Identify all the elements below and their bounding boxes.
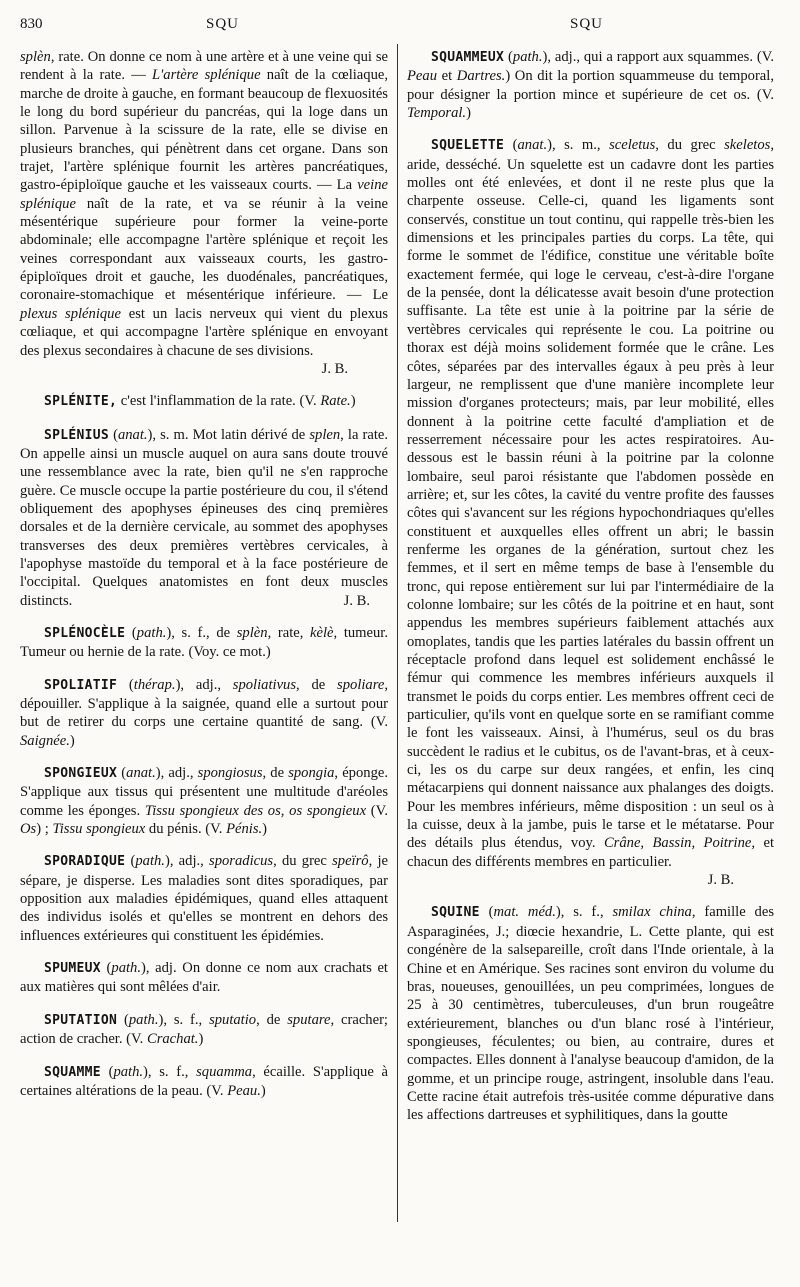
cross-reference: Saignée. <box>20 732 70 749</box>
entry-text: ( <box>117 676 134 693</box>
entry-text: ( <box>504 137 518 154</box>
etymon: smilax china <box>612 904 692 921</box>
etymon: splèn <box>20 49 51 65</box>
entry-text: ( <box>100 1063 114 1080</box>
entry-text: , tumeur. Tumeur ou hernie de la rate. (Voy. ce mot.) <box>20 624 389 661</box>
etymon: kèlè <box>310 624 334 641</box>
column-divider <box>397 44 398 1222</box>
entry-text: ), s. m. Mot latin dérivé de <box>147 426 310 443</box>
entry-spongieux <box>20 764 388 838</box>
domain-label: path. <box>512 49 543 65</box>
entry-sporadique <box>20 852 388 945</box>
subterm: L'artère splénique <box>152 67 261 84</box>
entry-text: ( <box>125 853 136 870</box>
entry-spumeux <box>20 959 388 997</box>
cross-reference: Pénis. <box>226 821 263 838</box>
entry-spoliatif <box>20 676 388 750</box>
domain-label: path. <box>111 960 141 977</box>
etymon: splen <box>309 426 341 443</box>
subterm: plexus splénique <box>20 305 121 322</box>
entry-squine <box>407 903 774 1124</box>
domain-label: path. <box>136 624 167 641</box>
entry-text: ( <box>125 624 137 641</box>
headword: SQUELETTE <box>431 138 505 154</box>
entry-text: ), s. f., de <box>166 624 237 641</box>
entry-squamme <box>20 1063 388 1101</box>
etymon: spongia <box>288 765 335 782</box>
entry-text: ( <box>117 1011 129 1028</box>
etymon: splèn <box>236 624 268 641</box>
cross-reference: Peau. <box>227 1082 261 1099</box>
entry-text: ( <box>117 765 127 782</box>
etymon: squamma <box>196 1063 253 1080</box>
entry-text: ), s. f., <box>158 1011 210 1028</box>
entry-text: ) ; <box>36 821 53 838</box>
entry-squammeux <box>407 48 774 122</box>
entry-text: , de <box>296 676 338 693</box>
domain-label: anat. <box>126 765 156 782</box>
entry-text: , je sépare, je disperse. Les maladies sont dites sporadiques, par opposition aux maladies épidémiques, quand elles attaquent des individus isolés et qu'elles se montrent en dehors des influences extérieures qui constituent les épidémies. <box>20 853 388 944</box>
subterm: Tissu spongieux des os, os spongieux <box>144 802 367 819</box>
left-column <box>20 48 388 1114</box>
right-column <box>407 48 774 1139</box>
subterm: Tissu spongieux <box>52 821 146 838</box>
entry-text: , éponge. S'applique aux tissus qui présentent une multitude d'aréoles comme les éponges. <box>20 765 388 819</box>
headword: SPOLIATIF <box>44 677 118 693</box>
page-header <box>0 16 800 42</box>
author-signature: J. B. <box>707 872 734 889</box>
headword: SPONGIEUX <box>44 766 118 782</box>
headword: SPUTATION <box>44 1012 118 1028</box>
cross-reference: Temporal. <box>407 105 467 122</box>
domain-label: path. <box>135 853 165 870</box>
etymon: sceletus <box>609 137 656 154</box>
entry-text: ) <box>466 105 471 122</box>
headword: SPORADIQUE <box>44 854 126 870</box>
entry-text: ( <box>100 960 112 977</box>
entry-text: ) <box>69 732 75 749</box>
etymon: spongiosus <box>197 765 263 782</box>
entry-text: ) <box>262 821 268 838</box>
entry-sputation <box>20 1011 388 1049</box>
entry-text: ( <box>504 49 513 65</box>
entry-text: ) On dit la portion squammeuse du temporal, pour désigner la portion mince et supérieure de cet os. (V. <box>407 68 774 103</box>
entry-splenite <box>20 392 388 411</box>
domain-label: anat. <box>517 137 548 154</box>
headword: SPLÉNITE, <box>44 394 118 410</box>
entry-splenius <box>20 426 388 610</box>
entry-text: ( <box>109 426 118 443</box>
etymon: skeletos <box>724 137 771 154</box>
entry-text: ), adj., <box>175 676 233 693</box>
entry-text: ), s. f., <box>143 1063 197 1080</box>
cross-reference: Os <box>20 821 37 838</box>
entry-text: ), s. f., <box>555 904 613 921</box>
running-head-left: SQU <box>206 16 240 32</box>
cross-reference: Crâne, Bassin, Poitrine, <box>603 835 756 852</box>
headword: SQUINE <box>431 905 480 921</box>
subterm: veine splénique <box>20 177 388 212</box>
entry-splene-continuation <box>20 48 388 378</box>
cross-reference: Peau <box>407 68 437 85</box>
cross-reference: Rate. <box>320 393 351 410</box>
headword: SPLÉNIUS <box>44 427 110 443</box>
etymon: spoliativus <box>232 676 297 693</box>
page-number: 830 <box>20 16 43 32</box>
entry-text: ) <box>260 1082 266 1099</box>
headword: SPUMEUX <box>44 961 101 977</box>
domain-label: mat. méd. <box>493 904 556 921</box>
entry-text: ) <box>198 1031 204 1048</box>
entry-text: et chacun des différents membres en particulier. <box>407 835 774 870</box>
domain-label: thérap. <box>133 676 176 693</box>
entry-text: , la rate. On appelle ainsi un muscle auquel on aura sans doute trouvé une ressemblance avec la rate, bien qu'il ne s'en rapproche guère. Ce muscle occupe la partie postérieure du cou, il s'étend obliquement des apophyses épineuses des cinq premières dorsales et de la dernière cervicale, au sommet des apophyses transverses des deux premières vertèbres cervicales, à l'apophyse mastoïde du temporal et à la face postérieure de l'occipital. Quelques anatomistes en font deux muscles distincts. <box>20 426 389 609</box>
entry-text: , du grec <box>655 137 725 154</box>
entry-text: , du grec <box>273 853 333 870</box>
entry-text: et <box>437 68 457 85</box>
headword: SQUAMME <box>44 1064 101 1080</box>
entry-text: , rate, <box>267 624 311 641</box>
entry-text: , aride, desséché. Un squelette est un cadavre dont les parties molles ont été enlevées, et dont il ne reste plus que la charpente osseuse. Celle-ci, quand les ligaments sont conservés, constitue un tout continu, qui rappelle très-bien les dimensions et les principales parties du corps. La tête, qui forme le sommet de l'édifice, constitue une véritable boîte exactement fermée, qui loge le cerveau, c'est-à-dire l'organe de la pensée, dont la délicatesse avait besoin d'une protection suffisante. La tête est unie à la poitrine par la série de vertèbres cervicales qui représente le cou. La poitrine ou thorax est déjà moins solidement formée que le crâne. Les côtes, séparées par des intervalles égaux à peu près à leur largeur, ne remplissent que d'une manière incomplete leur mission d'organes protecteurs; mais, par leur mobilité, elles donnent à la poitrine cette faculté d'ampliation et de resserrement nécessaire pour les actes respiratoires. Au-dessous est le bassin réuni à la poitrine par la colonne lombaire, seul paroi résistante que l'abdomen possède en arrière; et, sur les côtes, la cavité du ventre profite des fausses côtes qui s'avancent sur les régions hypochondriaques qu'elles constituent et auxquelles elles offrent un abri; le bassin renferme les organes de la génération, surtout chez les femmes, et il sert en même temps de base à l'ensemble du tronc, qui repose entièrement sur lui par l'intermédiaire de la colonne lombaire; sur les côtés de la poitrine et en haut, sont appendus les membres supérieurs faiblement attachés aux omoplates, tandis que les parties latérales du bassin offrent un réceptacle profond dans lequel est solidement enchâssé le fémur qui commence les membres inférieurs auxquels il transmet le poids du corps entier. Les membres offrent ceci de particulier, qu'ils vont en quelque sorte en se ramifiant comme le font les vaisseaux. Ainsi, à l'humérus, seul os du bras succèdent le radius et le cubitus, os de l'avant-bras, et à ceux-ci, les os du carpe sur deux rangées, et enfin, les cinq métacarpiens qui donnent naissance aux phalanges des doigts. Pour les membres inférieurs, même disposition : un seul os à la cuisse, deux à la jambe, puis le tarse et le métatarse. Pour des détails plus étendus, voy. <box>407 137 774 852</box>
headword: SPLÉNOCÈLE <box>44 625 126 641</box>
entry-text: , famille des Asparaginées, J.; diœcie hexandrie, L. Cette plante, qui est congénère de la salsepareille, croît dans l'Inde orientale, à la Chine et en Amérique. Ses racines sont environ du volume du bras, noueuses, genouillées, un peu comprimées, longues de 25 à 30 centimètres, tuberculeuses, d'un brun rougeâtre extérieurement, blanches ou d'un blanc rosé à l'intérieur, spongieuses, féculentes; ou bien, au contraire, dures et compactes. Elles donnent à l'analyse beaucoup d'amidon, de la gomme, et un principe rouge, astringent, insoluble dans l'eau. Cette racine était autrefois très-usitée comme dépurative dans les affections dartreuses et syphilitiques, dans la goutte <box>407 904 774 1124</box>
entry-splenocele <box>20 624 388 662</box>
entry-text: , écaille. S'applique à certaines altérations de la peau. (V. <box>20 1063 388 1099</box>
entry-text: , de <box>256 1011 288 1028</box>
entry-text: ), adj., qui a rapport aux squammes. (V. <box>542 49 775 65</box>
headword: SQUAMMEUX <box>431 50 505 65</box>
entry-text: c'est l'inflammation de la rate. (V. <box>117 393 321 410</box>
running-head-right: SQU <box>570 16 604 32</box>
entry-text: , dépouiller. S'applique à la saignée, quand elle a surtout pour but de retirer du corps une certaine quantité de sang. (V. <box>20 676 388 731</box>
domain-label: path. <box>128 1011 159 1028</box>
domain-label: anat. <box>117 426 148 443</box>
entry-text: , de <box>262 765 289 782</box>
entry-squelette <box>407 136 774 889</box>
entry-text: est un lacis nerveux qui vient du plexus cœliaque, et qui accompagne l'artère splénique en envoyant des plexus secondaires à chacune de ses divisions. <box>20 305 388 359</box>
entry-text: ) <box>350 393 356 410</box>
entry-text: naît de la cœliaque, marche de droite à gauche, en formant beaucoup de flexuosités le long du bord supérieur du pancréas, qui la loge dans un sillon. Parvenue à la scissure de la rate, elle se divise en plusieurs branches, qui pénètrent dans cet organe. Dans son trajet, l'artère splénique fournit les artères pancréatiques, gastro-épiploïque gauche et les vaisseaux courts. — La <box>20 67 388 194</box>
entry-text: , cracher; action de cracher. (V. <box>20 1011 388 1048</box>
entry-text: (V. <box>366 802 388 819</box>
author-signature: J. B. <box>343 592 370 609</box>
entry-text: du pénis. (V. <box>145 821 227 838</box>
etymon: spoliare <box>337 676 385 693</box>
domain-label: path. <box>113 1063 144 1080</box>
entry-text: ( <box>479 904 494 921</box>
cross-reference: Crachat. <box>146 1031 199 1048</box>
etymon: sputatio <box>209 1011 257 1028</box>
entry-text: ), adj., <box>164 853 210 870</box>
entry-text: ), adj. On donne ce nom aux crachats et aux matières qui sont mêlées d'air. <box>20 960 388 996</box>
entry-text: naît de la rate, et va se réunir à la veine mésentérique supérieure pour former la veine-porte abdominale; elle accompagne l'artère splénique et reçoit les veines correspondant aux vaisseaux courts, les gastro-épiploïques droit et gauche, les duodénales, pancréatiques, coronaire-stomachique et mésentérique inférieure. — Le <box>20 195 388 304</box>
entry-text: ), s. m., <box>547 137 610 154</box>
etymon: sputare <box>287 1011 331 1028</box>
author-signature: J. B. <box>321 360 348 377</box>
entry-text: ), adj., <box>155 765 198 782</box>
etymon: speïrô <box>332 853 369 870</box>
entry-text: , rate. On donne ce nom à une artère et à une veine qui se rendent à la rate. — <box>20 49 388 84</box>
cross-reference: Dartres. <box>456 68 506 85</box>
etymon: sporadicus <box>209 853 274 870</box>
